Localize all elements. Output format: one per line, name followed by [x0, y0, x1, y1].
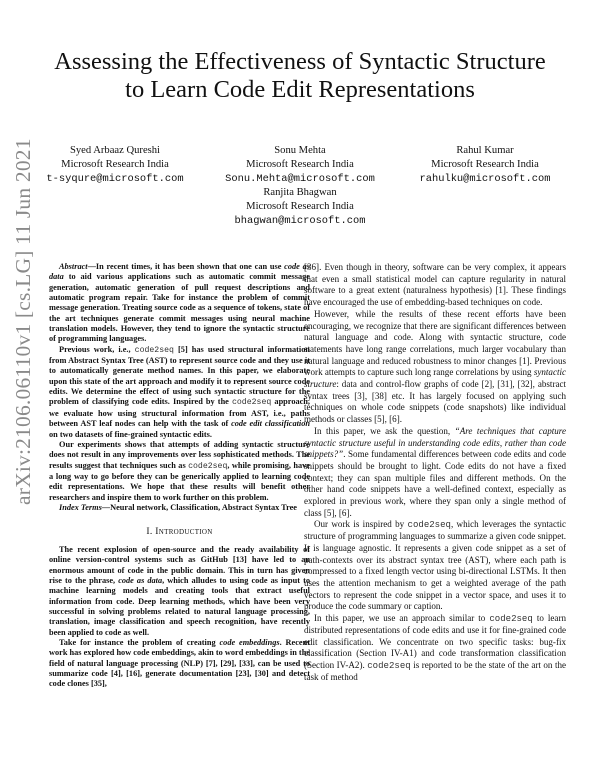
abstract-paragraph-3: Our experiments shows that attempts of adding syntactic structure does not result in any improvements over less sophisticated methods. The results suggest that techniques such as code2seq, while promising, have a long way to go before they can be generically applied to learning code edit representations. We hope that these results will benefit other researchers and inspire them to work further on this problem.	[49, 439, 310, 502]
body-paragraph: In this paper, we use an approach similar to code2seq to learn distributed representations of code edits and use it for fine-grained code edit classification. We concentrate on two specific tasks: bug-fix classification (Section IV-A1) and code transformation classification (Section IV-A2). code2seq is reported to be the state of the art on the task of method	[304, 613, 566, 682]
author-name: Sonu Mehta	[274, 145, 326, 156]
index-terms-label: Index Terms	[59, 502, 102, 512]
author-block-1	[40, 144, 190, 187]
body-paragraph-continued: [36]. Even though in theory, software can be very complex, it appears that even a small statistical model can capture regularity in natural software to a great extent (naturalness hypothesis) [1]. These findings have encouraged the use of embedding-based techniques on code.	[304, 262, 566, 308]
author-name: Rahul Kumar	[456, 145, 514, 156]
author-affiliation: Microsoft Research India	[61, 159, 169, 171]
author-block-2	[220, 144, 380, 187]
intro-paragraph-2: Take for instance the problem of creating code embeddings. Recent work has explored how code embeddings, akin to word embeddings in the field of natural language processing (NLP) [7], [29], [33], can be used to summarize code [4], [16], generate documentation [23], [30] and detect code clones [35],	[49, 638, 310, 689]
body-paragraph: However, while the results of these recent efforts have been encouraging, we recognize that there are significant differences between natural language and code. Along with syntactic structure, code statements have long range correlations, much larger vocabulary than natural language and reduced robustness to minor changes [1]. Previous work attempts to capture such long range correlations by using syntactic structure: data and control-flow graphs of code [2], [31], [32], abstract syntax trees [3], [38] etc. It has largely focused on applying such techniques on whole code snippets (code snapshots) like individual methods or classes [5], [6].	[304, 308, 566, 425]
author-name: Syed Arbaaz Qureshi	[69, 145, 161, 156]
author-email: Sonu.Mehta@microsoft.com	[225, 173, 375, 186]
author-block-3	[400, 144, 570, 187]
title-line-1: Assessing the Effectiveness of Syntactic Structure	[54, 48, 546, 75]
arxiv-stamp: arXiv:2106.06110v1 [cs.LG] 11 Jun 2021	[11, 138, 35, 505]
index-terms: Index Terms—Neural network, Classification, Abstract Syntax Tree	[59, 502, 297, 512]
right-column	[304, 262, 566, 683]
body-paragraph: Our work is inspired by code2seq, which leverages the syntactic structure of programming languages to summarize a given code snippet. It is language agnostic. It represents a given code snippet as a set of path-contexts over its abstract syntax tree (AST), where each path is compressed to a fixed length vector using bi-directional LSTMs. It then uses the attention mechanism to get a weighted average of the path vectors to represent the code snippet in a vector space, and uses it to produce the code summary or caption.	[304, 519, 567, 612]
abstract-paragraph-2: Previous work, i.e., code2seq [5] has used structural information from Abstract Syntax Tree (AST) to represent source code and they use it to automatically generate method names. In this paper, we elaborate upon this state of the art approach and modify it to represent source code edits. We determine the effect of using such syntactic structure for the problem of classifying code edits. Inspired by the code2seq approach, we evaluate how using structural information from AST, i.e., paths between AST leaf nodes can help with the task of code edit classification on two datasets of fine-grained syntactic edits.	[49, 344, 310, 439]
section-heading-introduction: I. Introduction	[146, 526, 213, 538]
body-paragraph: In this paper, we ask the question, “Are techniques that capture syntactic structure useful in understanding code edits, rather than code snippets?”. Some fundamental differences between code edits and code snippets should be brought to light. Code edits do not have a fixed context; they can span multiple files and different methods. On the other hand code snippets have a well-defined context, especially as explored in previous work, where they span only a single method of class [5], [6].	[304, 425, 566, 518]
author-email: rahulku@microsoft.com	[419, 173, 551, 186]
abstract-paragraph-1: Abstract—In recent times, it has been shown that one can use code as data to aid various applications such as automatic commit message generation, automatic generation of pull request descriptions and automatic program repair. Take for instance the problem of commit message generation. Treating source code as a sequence of tokens, state of the art techniques generate commit messages using neural machine translation models. However, they tend to ignore the syntactic structure of programming languages.	[49, 262, 310, 344]
author-name: Ranjita Bhagwan	[263, 187, 337, 198]
left-column	[49, 262, 310, 690]
author-email: t-syqure@microsoft.com	[46, 173, 184, 186]
author-affiliation: Microsoft Research India	[246, 201, 354, 213]
author-block-4	[220, 186, 380, 229]
author-affiliation: Microsoft Research India	[246, 159, 354, 171]
paper-title	[40, 48, 560, 104]
intro-paragraph-1: The recent explosion of open-source and the ready availability of online version-control systems such as GitHub [13] have led to an enormous amount of code in the public domain. This in turn has given rise to the phrase, code as data, which alludes to using code as input to machine learning models and creating tools that extract useful information from code. Deep learning methods, which have been very successful in solving problems related to natural language processing, translation, image classification and speech recognition, have recently been applied to code as well.	[49, 544, 310, 637]
author-email: bhagwan@microsoft.com	[234, 215, 366, 228]
abstract-label: Abstract	[59, 262, 88, 271]
title-line-2: to Learn Code Edit Representations	[125, 76, 475, 103]
author-affiliation: Microsoft Research India	[431, 159, 539, 171]
